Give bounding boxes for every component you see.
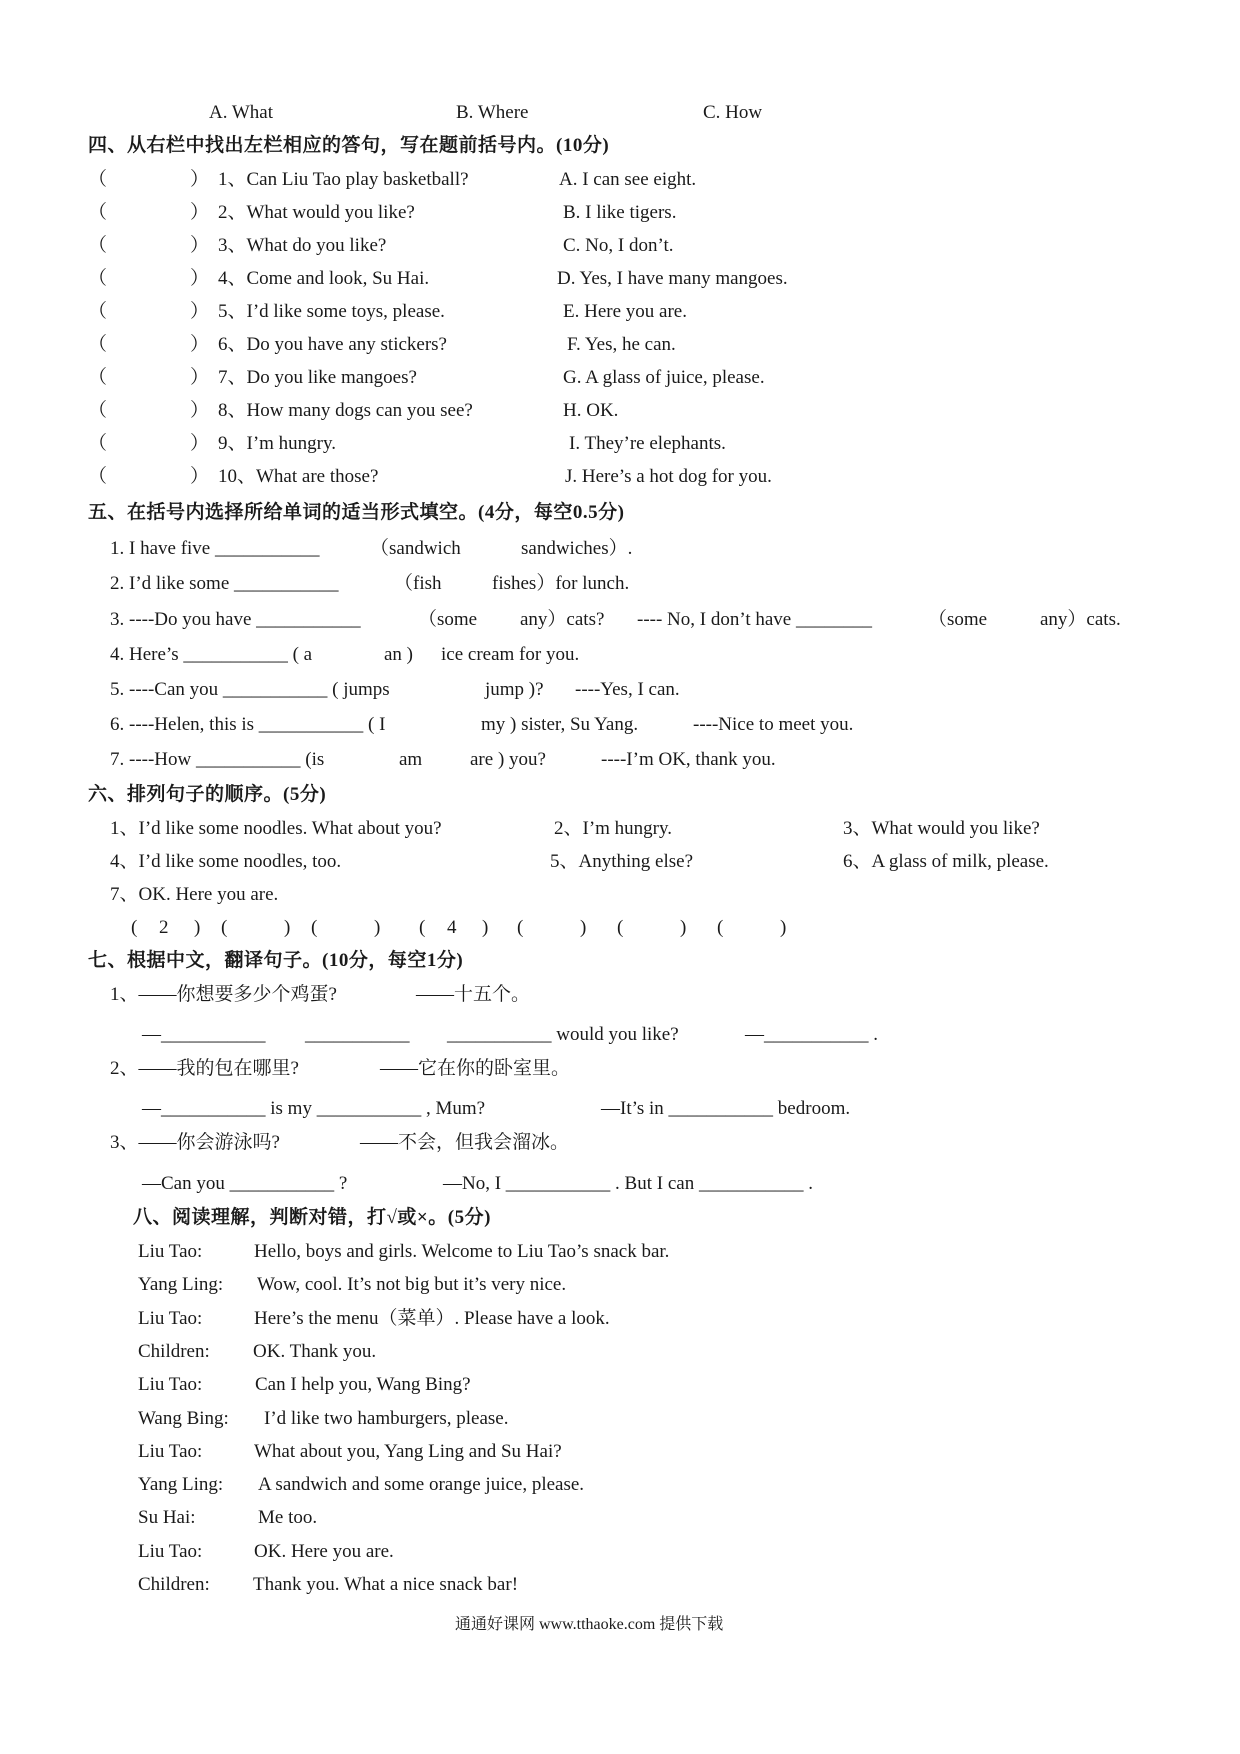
dialogue-line: A sandwich and some orange juice, please. xyxy=(258,1474,585,1496)
s5-q3-opt1: （some xyxy=(418,609,478,630)
section-7-title: 七、根据中文，翻译句子。(10分，每空1分) xyxy=(88,950,464,971)
s7-q2-cn-b: ——它在你的卧室里。 xyxy=(380,1058,571,1079)
s7-q3-en-a: —Can you ___________ ? xyxy=(142,1173,348,1194)
section-4-title: 四、从右栏中找出左栏相应的答句，写在题前括号内。(10分) xyxy=(88,135,610,156)
order-paren-open: ( xyxy=(617,917,624,938)
answer-paren-close: ） xyxy=(190,169,210,190)
order-paren-close: ) xyxy=(194,917,201,938)
question-left-3: 3、What do you like? xyxy=(218,235,387,256)
s5-q1-opt1: （sandwich xyxy=(370,538,461,559)
dialogue-speaker: Liu Tao: xyxy=(138,1374,203,1396)
answer-right-3: C. No, I don’t. xyxy=(563,235,674,256)
section-6-title: 六、排列句子的顺序。(5分) xyxy=(88,784,327,805)
question-left-2: 2、What would you like? xyxy=(218,202,415,223)
s6-item-4: 4、I’d like some noodles, too. xyxy=(110,851,342,872)
question-left-8: 8、How many dogs can you see? xyxy=(218,400,473,421)
order-paren-close: ) xyxy=(284,917,291,938)
order-answer-4: 4 xyxy=(447,917,457,938)
s5-q3-text2: ---- No, I don’t have ________ xyxy=(637,609,872,630)
answer-right-8: H. OK. xyxy=(563,400,619,421)
answer-paren-close: ） xyxy=(190,202,210,223)
s7-q2-en-a: —___________ is my ___________ , Mum? xyxy=(142,1098,486,1119)
dialogue-speaker: Su Hai: xyxy=(138,1507,196,1529)
question-left-10: 10、What are those? xyxy=(218,466,379,487)
s5-q4-opt2: an ) xyxy=(384,644,414,665)
option-a: A. What xyxy=(209,102,274,123)
answer-paren-open: （ xyxy=(88,268,108,289)
dialogue-speaker: Children: xyxy=(138,1340,210,1362)
s5-q4-rest: ice cream for you. xyxy=(441,644,580,665)
order-paren-open: ( xyxy=(717,917,724,938)
order-paren-open: ( xyxy=(517,917,524,938)
order-paren-open: ( xyxy=(131,917,138,938)
dialogue-speaker: Liu Tao: xyxy=(138,1540,203,1562)
footer-text: 通通好课网 www.tthaoke.com 提供下载 xyxy=(455,1616,724,1633)
s7-q2-en-b: —It’s in ___________ bedroom. xyxy=(601,1098,851,1119)
s6-item-1: 1、I’d like some noodles. What about you? xyxy=(110,818,442,839)
s5-q7-text: 7. ----How ___________ (is xyxy=(110,749,325,770)
section-5-title: 五、在括号内选择所给单词的适当形式填空。(4分，每空0.5分) xyxy=(88,502,625,523)
dialogue-line: Can I help you, Wang Bing? xyxy=(255,1374,471,1396)
answer-right-5: E. Here you are. xyxy=(563,301,687,322)
answer-paren-close: ） xyxy=(190,301,210,322)
section-8-title: 八、阅读理解，判断对错，打√或×。(5分) xyxy=(133,1207,491,1228)
dialogue-speaker: Yang Ling: xyxy=(138,1474,224,1496)
s5-q3-opt2: any）cats? xyxy=(520,609,605,630)
s5-q3-opt3: （some xyxy=(928,609,988,630)
dialogue-speaker: Liu Tao: xyxy=(138,1307,203,1329)
order-answer-1: 2 xyxy=(159,917,169,938)
answer-right-6: F. Yes, he can. xyxy=(567,334,676,355)
s5-q7-answer: ----I’m OK, thank you. xyxy=(601,749,776,770)
option-c: C. How xyxy=(703,102,763,123)
s5-q6-text: 6. ----Helen, this is ___________ ( I xyxy=(110,714,386,735)
order-paren-close: ) xyxy=(374,917,381,938)
order-paren-open: ( xyxy=(419,917,426,938)
s7-q1-en-b: ___________ xyxy=(305,1024,410,1045)
dialogue-line: What about you, Yang Ling and Su Hai? xyxy=(254,1440,562,1462)
answer-right-2: B. I like tigers. xyxy=(563,202,677,223)
dialogue-speaker: Liu Tao: xyxy=(138,1440,203,1462)
dialogue-line: I’d like two hamburgers, please. xyxy=(264,1407,509,1429)
s5-q5-text: 5. ----Can you ___________ ( jumps xyxy=(110,679,390,700)
dialogue-speaker: Yang Ling: xyxy=(138,1274,224,1296)
dialogue-line: Wow, cool. It’s not big but it’s very nice. xyxy=(257,1274,567,1296)
s5-q5-answer: ----Yes, I can. xyxy=(575,679,680,700)
question-left-9: 9、I’m hungry. xyxy=(218,433,337,454)
question-left-7: 7、Do you like mangoes? xyxy=(218,367,417,388)
s5-q7-opt3: are ) you? xyxy=(470,749,546,770)
answer-paren-close: ） xyxy=(190,334,210,355)
s6-item-6: 6、A glass of milk, please. xyxy=(843,851,1049,872)
answer-paren-close: ） xyxy=(190,400,210,421)
dialogue-line: Thank you. What a nice snack bar! xyxy=(253,1574,519,1595)
order-paren-close: ) xyxy=(580,917,587,938)
s5-q5-opt2: jump )? xyxy=(485,679,544,700)
dialogue-line: Hello, boys and girls. Welcome to Liu Tao’s snack bar. xyxy=(254,1241,670,1262)
dialogue-speaker: Liu Tao: xyxy=(138,1241,203,1262)
order-paren-open: ( xyxy=(221,917,228,938)
order-paren-open: ( xyxy=(311,917,318,938)
option-b: B. Where xyxy=(456,102,529,123)
s7-q1-cn-a: 1、——你想要多少个鸡蛋? xyxy=(110,984,337,1005)
order-paren-close: ) xyxy=(680,917,687,938)
order-paren-close: ) xyxy=(482,917,489,938)
answer-paren-open: （ xyxy=(88,367,108,388)
dialogue-speaker: Wang Bing: xyxy=(138,1407,229,1429)
dialogue-line: OK. Thank you. xyxy=(253,1340,377,1362)
answer-right-1: A. I can see eight. xyxy=(559,169,697,190)
s7-q3-en-b: —No, I ___________ . But I can ___________ . xyxy=(443,1173,813,1194)
s7-q1-en-d: —___________ . xyxy=(745,1024,878,1045)
question-left-5: 5、I’d like some toys, please. xyxy=(218,301,445,322)
s5-q2-opt2: fishes）for lunch. xyxy=(492,573,630,594)
answer-paren-open: （ xyxy=(88,202,108,223)
s5-q6-opt2: my ) sister, Su Yang. xyxy=(481,714,639,735)
question-left-1: 1、Can Liu Tao play basketball? xyxy=(218,169,469,190)
answer-paren-open: （ xyxy=(88,301,108,322)
answer-paren-close: ） xyxy=(190,367,210,388)
s5-q6-answer: ----Nice to meet you. xyxy=(693,714,854,735)
s5-q4-text: 4. Here’s ___________ ( a xyxy=(110,644,313,665)
question-left-6: 6、Do you have any stickers? xyxy=(218,334,447,355)
order-paren-close: ) xyxy=(780,917,787,938)
answer-paren-open: （ xyxy=(88,169,108,190)
answer-paren-open: （ xyxy=(88,400,108,421)
dialogue-speaker: Children: xyxy=(138,1574,210,1595)
s7-q2-cn-a: 2、——我的包在哪里? xyxy=(110,1058,299,1079)
s7-q1-en-a: —___________ xyxy=(142,1024,266,1045)
s5-q3-text: 3. ----Do you have ___________ xyxy=(110,609,361,630)
s5-q2-text: 2. I’d like some ___________ xyxy=(110,573,339,594)
dialogue-line: Me too. xyxy=(258,1507,318,1529)
s5-q2-opt1: （fish xyxy=(394,573,442,594)
s7-q3-cn-b: ——不会，但我会溜冰。 xyxy=(360,1132,570,1153)
answer-right-10: J. Here’s a hot dog for you. xyxy=(565,466,772,487)
s6-item-7: 7、OK. Here you are. xyxy=(110,884,279,905)
answer-right-4: D. Yes, I have many mangoes. xyxy=(557,268,788,289)
s5-q1-text: 1. I have five ___________ xyxy=(110,538,320,559)
answer-right-9: I. They’re elephants. xyxy=(569,433,726,454)
answer-paren-close: ） xyxy=(190,433,210,454)
question-left-4: 4、Come and look, Su Hai. xyxy=(218,268,430,289)
s5-q3-opt4: any）cats. xyxy=(1040,609,1121,630)
answer-right-7: G. A glass of juice, please. xyxy=(563,367,765,388)
s6-item-3: 3、What would you like? xyxy=(843,818,1040,839)
s7-q3-cn-a: 3、——你会游泳吗? xyxy=(110,1132,280,1153)
answer-paren-open: （ xyxy=(88,235,108,256)
answer-paren-close: ） xyxy=(190,466,210,487)
s6-item-2: 2、I’m hungry. xyxy=(554,818,673,839)
s5-q7-opt2: am xyxy=(399,749,423,770)
answer-paren-open: （ xyxy=(88,334,108,355)
dialogue-line: Here’s the menu（菜单）. Please have a look. xyxy=(254,1307,610,1329)
answer-paren-close: ） xyxy=(190,235,210,256)
answer-paren-open: （ xyxy=(88,466,108,487)
s7-q1-cn-b: ——十五个。 xyxy=(416,984,531,1005)
s7-q1-en-c: ___________ would you like? xyxy=(447,1024,679,1045)
s6-item-5: 5、Anything else? xyxy=(550,851,694,872)
answer-paren-open: （ xyxy=(88,433,108,454)
s5-q1-opt2: sandwiches）. xyxy=(521,538,633,559)
dialogue-line: OK. Here you are. xyxy=(254,1540,394,1562)
answer-paren-close: ） xyxy=(190,268,210,289)
